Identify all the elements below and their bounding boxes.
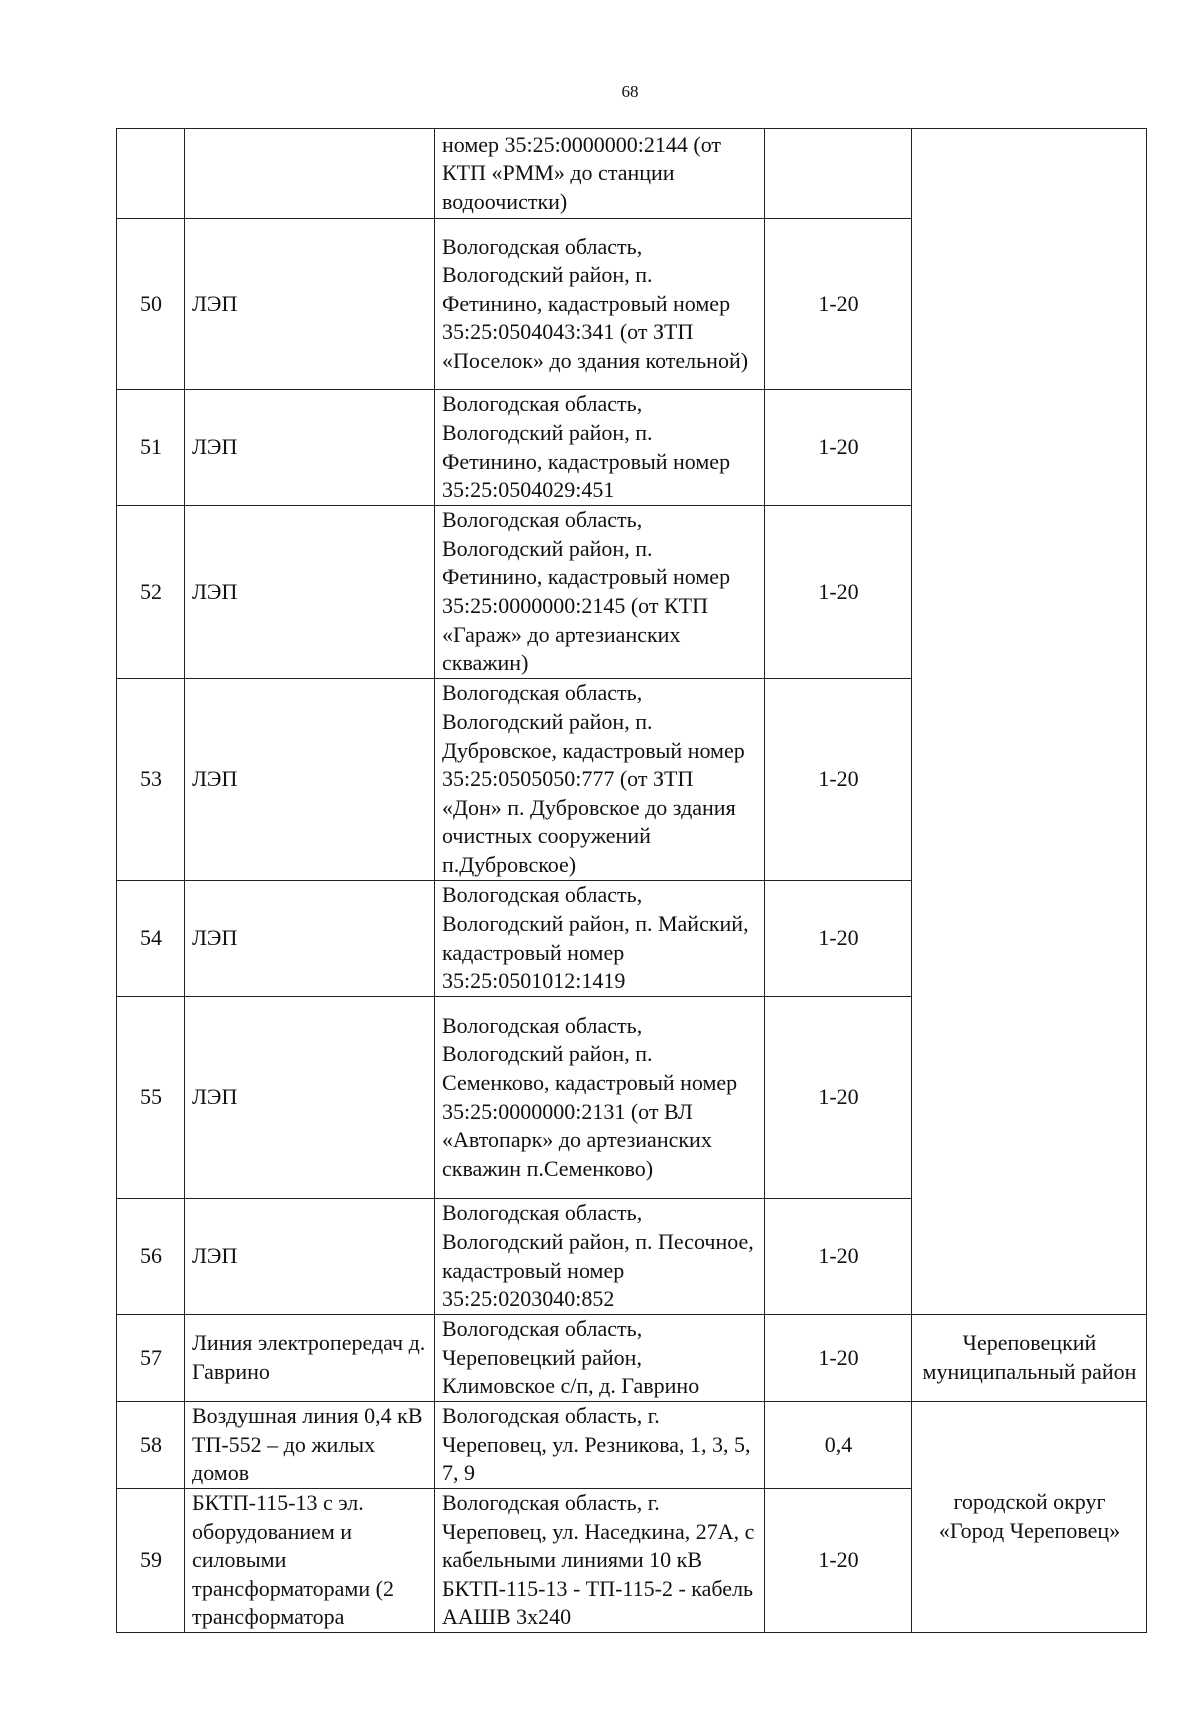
object-address: Вологодская область, Вологодский район, п. Фетинино, кадастровый номер 35:25:0504029:451 — [435, 390, 765, 506]
object-name: ЛЭП — [185, 1199, 435, 1315]
row-number: 53 — [117, 679, 185, 881]
municipality-name: городской округ «Город Череповец» — [912, 1402, 1147, 1633]
voltage-value: 0,4 — [765, 1402, 912, 1489]
row-number: 58 — [117, 1402, 185, 1489]
object-address: Вологодская область, Вологодский район, п. Дубровское, кадастровый номер 35:25:0505050:777 (от ЗТП «Дон» п. Дубровское до здания очистных сооружений п.Дубровское) — [435, 679, 765, 881]
object-address: Вологодская область, Череповецкий район, Климовское с/п, д. Гаврино — [435, 1315, 765, 1402]
row-number: 52 — [117, 506, 185, 679]
row-number: 55 — [117, 997, 185, 1199]
object-address: Вологодская область, Вологодский район, п. Песочное, кадастровый номер 35:25:0203040:852 — [435, 1199, 765, 1315]
voltage-value: 1-20 — [765, 881, 912, 997]
voltage-value: 1-20 — [765, 219, 912, 390]
municipality-name: Череповецкий муниципальный район — [912, 1315, 1147, 1402]
voltage-value: 1-20 — [765, 997, 912, 1199]
object-address: Вологодская область, г. Череповец, ул. Наседкина, 27А, с кабельными линиями 10 кВ БКТП-115-13 - ТП-115-2 - кабель ААШВ 3х240 — [435, 1489, 765, 1633]
object-name: Воздушная линия 0,4 кВ ТП-552 – до жилых домов — [185, 1402, 435, 1489]
object-address: Вологодская область, г. Череповец, ул. Резникова, 1, 3, 5, 7, 9 — [435, 1402, 765, 1489]
object-name: ЛЭП — [185, 219, 435, 390]
voltage-value: 1-20 — [765, 1199, 912, 1315]
object-name: БКТП-115-13 с эл. оборудованием и силовыми трансформаторами (2 трансформатора — [185, 1489, 435, 1633]
object-address: номер 35:25:0000000:2144 (от КТП «РММ» до станции водоочистки) — [435, 129, 765, 219]
row-number: 57 — [117, 1315, 185, 1402]
object-address: Вологодская область, Вологодский район, п. Майский, кадастровый номер 35:25:0501012:1419 — [435, 881, 765, 997]
object-address: Вологодская область, Вологодский район, п. Фетинино, кадастровый номер 35:25:0000000:2145 (от КТП «Гараж» до артезианских скважин) — [435, 506, 765, 679]
object-name: ЛЭП — [185, 679, 435, 881]
municipality-cell-empty — [912, 129, 1147, 1315]
table-row — [117, 1402, 1147, 1489]
object-address: Вологодская область, Вологодский район, п. Фетинино, кадастровый номер 35:25:0504043:341 (от ЗТП «Поселок» до здания котельной) — [435, 219, 765, 390]
row-number — [117, 129, 185, 219]
page-number: 68 — [621, 82, 639, 101]
objects-table — [116, 128, 1147, 1633]
table-row — [117, 1315, 1147, 1402]
row-number: 54 — [117, 881, 185, 997]
object-name: ЛЭП — [185, 997, 435, 1199]
object-address: Вологодская область, Вологодский район, п. Семенково, кадастровый номер 35:25:0000000:2131 (от ВЛ «Автопарк» до артезианских скважин п.Семенково) — [435, 997, 765, 1199]
row-number: 56 — [117, 1199, 185, 1315]
voltage-value: 1-20 — [765, 506, 912, 679]
row-number: 59 — [117, 1489, 185, 1633]
voltage-value: 1-20 — [765, 679, 912, 881]
object-name: ЛЭП — [185, 881, 435, 997]
object-name — [185, 129, 435, 219]
voltage-value: 1-20 — [765, 1315, 912, 1402]
object-name: ЛЭП — [185, 506, 435, 679]
row-number: 51 — [117, 390, 185, 506]
voltage-value: 1-20 — [765, 390, 912, 506]
object-name: Линия электропередач д. Гаврино — [185, 1315, 435, 1402]
object-name: ЛЭП — [185, 390, 435, 506]
table-row — [117, 129, 1147, 219]
voltage-value — [765, 129, 912, 219]
voltage-value: 1-20 — [765, 1489, 912, 1633]
row-number: 50 — [117, 219, 185, 390]
